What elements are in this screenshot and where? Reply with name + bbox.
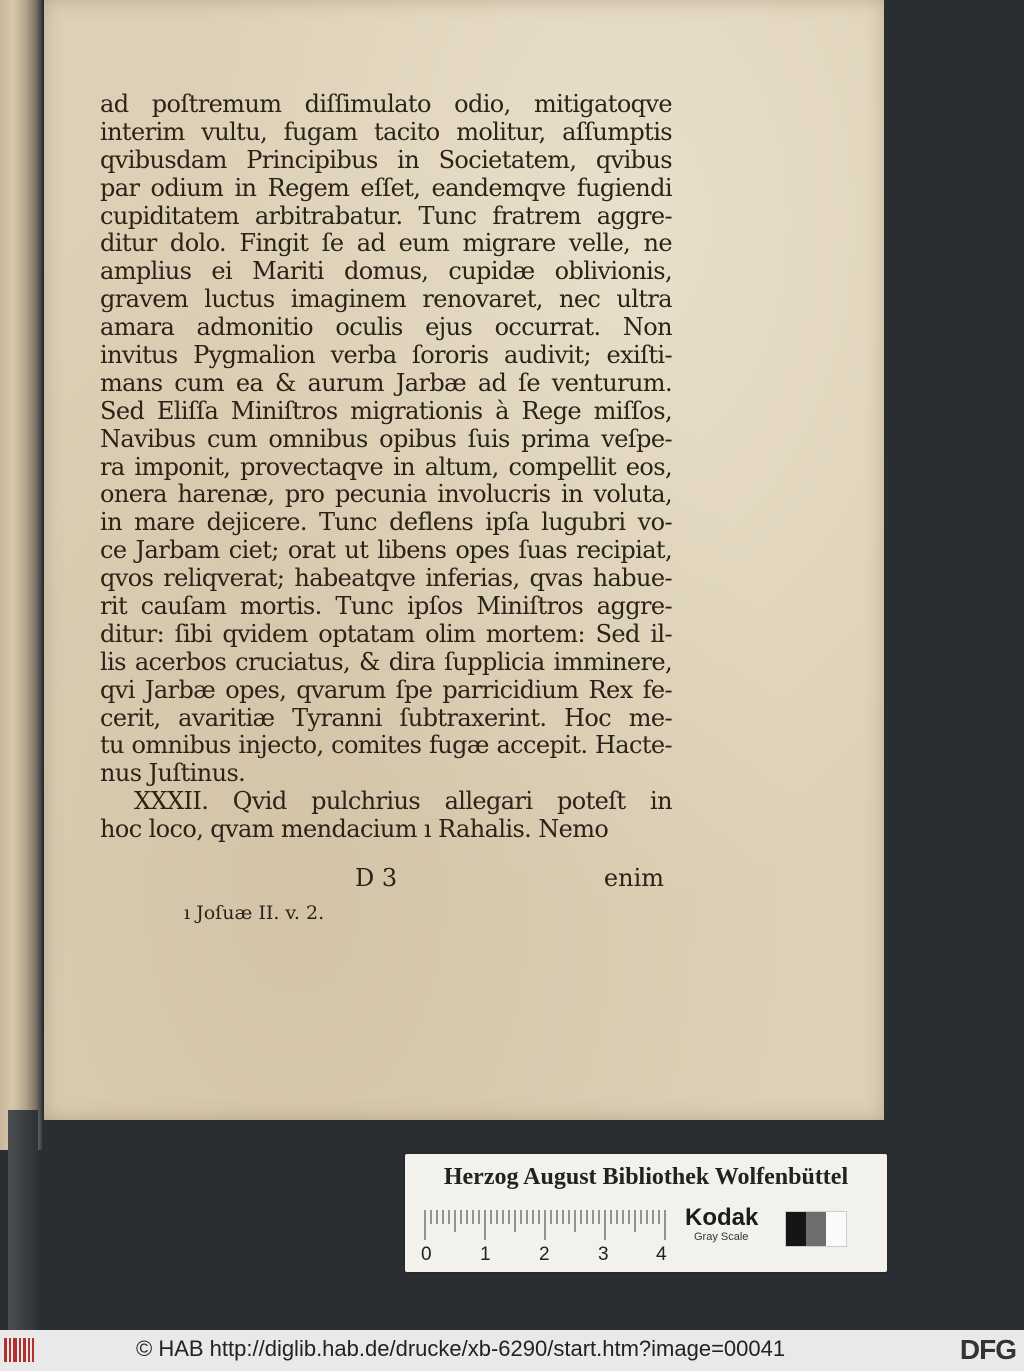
scale-digit: 0 [421, 1244, 432, 1265]
previous-page-edge [0, 0, 42, 1150]
library-label-card [405, 1154, 887, 1272]
dfg-logo: DFG [959, 1334, 1016, 1365]
catchline [100, 864, 668, 892]
footnote: ı Joſuæ II. v. 2. [184, 902, 325, 924]
footer-bar [0, 1330, 1024, 1371]
text-line: ad poſtremum diſſimulato odio, mitigatoqve [100, 90, 672, 118]
gray-patch [806, 1212, 826, 1246]
scale-ruler [423, 1210, 671, 1242]
gray-patch-strip [785, 1211, 847, 1247]
text-line: lis acerbos cruciatus, & dira ſupplicia imminere, [100, 647, 672, 676]
text-line: mans cum ea & aurum Jarbæ ad ſe venturum. [100, 368, 672, 397]
text-line: XXXII. Qvid pulchrius allegari poteſt in [134, 787, 672, 816]
kodak-logo: Kodak [685, 1204, 759, 1231]
text-line: par odium in Regem eſſet, eandemqve fugiendi [100, 173, 672, 202]
scale-digit: 3 [598, 1244, 609, 1265]
text-line: ditur: ſibi qvidem optatam olim mortem: Sed il- [100, 619, 672, 648]
gray-patch [826, 1212, 846, 1246]
text-line: ce Jarbam ciet; orat ut libens opes ſuas recipiat, [100, 536, 672, 565]
text-line: qvibusdam Principibus in Societatem, qvibus [100, 145, 672, 174]
text-line: Navibus cum omnibus opibus ſuis prima veſpe- [100, 424, 672, 453]
text-line: amplius ei Mariti domus, cupidæ oblivionis, [100, 257, 672, 286]
page-body-text [100, 91, 672, 844]
text-line: hoc loco, qvam mendacium ı Rahalis. Nemo [100, 815, 609, 844]
text-line: interim vultu, fugam tacito molitur, aſſumptis [100, 117, 672, 146]
copyright-url[interactable]: © HAB http://diglib.hab.de/drucke/xb-6290/start.htm?image=00041 [136, 1336, 786, 1361]
catchword: enim [603, 864, 664, 892]
text-line: onera harenæ, pro pecunia involucris in voluta, [100, 480, 672, 509]
text-line: ra imponit, provectaqve in altum, compellit eos, [100, 452, 672, 481]
text-line: rit cauſam mortis. Tunc ipſos Miniſtros aggre- [100, 592, 672, 621]
text-line: in mare dejicere. Tunc deflens ipſa lugubri vo- [100, 508, 672, 537]
text-line: cerit, avaritiæ Tyranni ſubtraxerint. Hoc me- [100, 703, 672, 732]
text-line: invitus Pygmalion verba ſororis audivit; exiſti- [100, 341, 672, 370]
text-line: cupiditatem arbitrabatur. Tunc fratrem aggre- [100, 201, 672, 230]
text-line: gravem luctus imaginem renovaret, nec ultra [100, 285, 672, 314]
gray-patch [786, 1212, 806, 1246]
scale-digit: 1 [480, 1244, 491, 1265]
signature-mark: D 3 [355, 864, 398, 892]
text-line: ditur dolo. Fingit ſe ad eum migrare velle, ne [100, 229, 672, 258]
text-line: Sed Eliſſa Miniſtros migrationis à Rege miſſos, [100, 396, 672, 425]
scale-digit: 4 [656, 1244, 667, 1265]
text-line: nus Juſtinus. [100, 759, 246, 788]
text-line: qvi Jarbæ opes, qvarum ſpe parricidium Rex fe- [100, 675, 672, 704]
barcode-icon [4, 1336, 34, 1364]
text-line: tu omnibus injecto, comites fugæ accepit. Hacte- [100, 731, 672, 760]
scale-digit: 2 [539, 1244, 550, 1265]
text-line: amara admonitio oculis ejus occurrat. Non [100, 313, 672, 342]
library-name: Herzog August Bibliothek Wolfenbüttel [443, 1164, 849, 1190]
grayscale-label: Gray Scale [694, 1231, 749, 1243]
text-line: qvos reliqverat; habeatqve inferias, qvas habue- [100, 564, 672, 593]
binding-shadow [8, 1110, 38, 1330]
